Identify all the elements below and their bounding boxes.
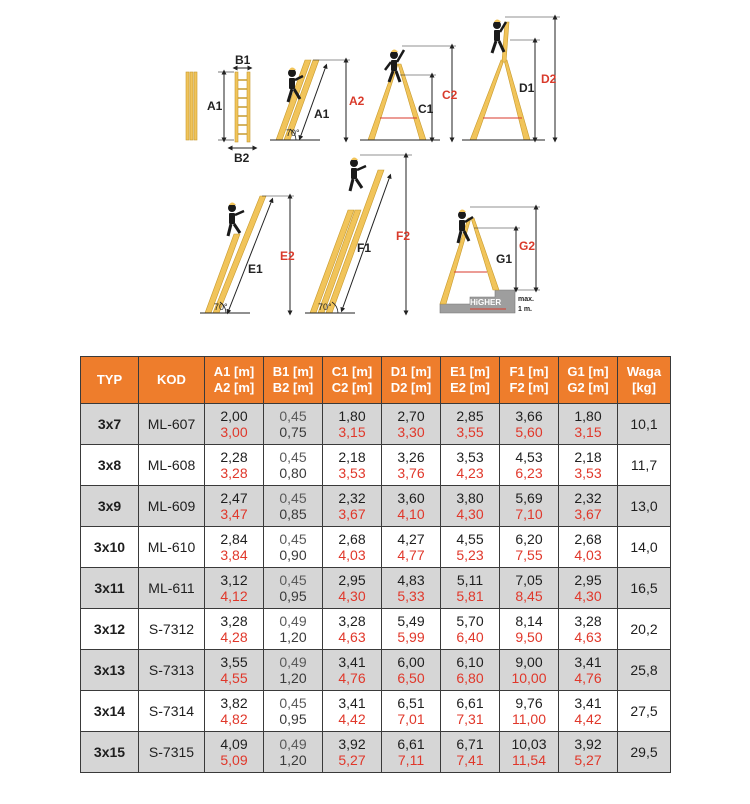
cell-f bbox=[500, 609, 559, 650]
label-g1: G1 bbox=[496, 252, 513, 266]
cell-c bbox=[323, 691, 382, 732]
value-d2: 3,30 bbox=[397, 424, 425, 440]
cell-c bbox=[323, 527, 382, 568]
diagram-stairs-g bbox=[440, 207, 540, 313]
cell-d bbox=[382, 527, 441, 568]
value-b1: 0,45 bbox=[279, 449, 307, 465]
value-g1: 2,32 bbox=[574, 490, 602, 506]
label-c1: C1 bbox=[418, 102, 434, 116]
header-b: B1 [m] B2 [m] bbox=[264, 357, 323, 404]
value-f2: 11,00 bbox=[512, 711, 546, 727]
value-g1: 3,41 bbox=[574, 654, 602, 670]
cell-kod: ML-611 bbox=[139, 568, 205, 609]
value-a1: 2,00 bbox=[220, 408, 248, 424]
cell-waga: 20,2 bbox=[618, 609, 671, 650]
diagram-a-frame-d bbox=[462, 17, 560, 140]
cell-a bbox=[205, 486, 264, 527]
label-e1: E1 bbox=[248, 262, 263, 276]
header-c: C1 [m] C2 [m] bbox=[323, 357, 382, 404]
diagram-ladder-dimensions bbox=[186, 53, 255, 165]
value-d1: 2,70 bbox=[397, 408, 425, 424]
cell-kod: S-7315 bbox=[139, 732, 205, 773]
cell-a bbox=[205, 691, 264, 732]
table-header-row bbox=[81, 357, 671, 404]
value-b2: 0,95 bbox=[279, 588, 307, 604]
label-a1-leaning: A1 bbox=[314, 107, 330, 121]
value-d1: 6,00 bbox=[397, 654, 425, 670]
cell-c bbox=[323, 486, 382, 527]
cell-waga: 29,5 bbox=[618, 732, 671, 773]
value-f2: 10,00 bbox=[511, 670, 547, 686]
value-b1: 0,45 bbox=[279, 695, 307, 711]
value-f1: 9,76 bbox=[515, 695, 543, 711]
value-b2: 0,95 bbox=[279, 711, 307, 727]
cell-c bbox=[323, 445, 382, 486]
value-f1: 4,53 bbox=[515, 449, 543, 465]
value-c1: 3,41 bbox=[338, 695, 366, 711]
cell-c bbox=[323, 609, 382, 650]
header-typ: TYP bbox=[81, 357, 139, 404]
value-b1: 0,45 bbox=[279, 572, 307, 588]
label-angle-a: 70° bbox=[286, 128, 300, 138]
label-b2: B2 bbox=[234, 151, 250, 165]
max-label-line2: 1 m. bbox=[518, 306, 533, 313]
cell-typ: 3x7 bbox=[81, 404, 139, 445]
value-f1: 3,66 bbox=[515, 408, 543, 424]
worker-figure-f bbox=[350, 158, 366, 192]
cell-waga: 14,0 bbox=[618, 527, 671, 568]
cell-kod: S-7312 bbox=[139, 609, 205, 650]
value-c2: 4,30 bbox=[338, 588, 366, 604]
value-a1: 3,82 bbox=[220, 695, 248, 711]
label-d1: D1 bbox=[519, 81, 535, 95]
value-a1: 2,84 bbox=[220, 531, 248, 547]
cell-f bbox=[500, 691, 559, 732]
cell-typ: 3x11 bbox=[81, 568, 139, 609]
table-row bbox=[81, 650, 671, 691]
cell-e bbox=[441, 732, 500, 773]
cell-waga: 16,5 bbox=[618, 568, 671, 609]
value-c1: 2,32 bbox=[338, 490, 366, 506]
value-d1: 3,26 bbox=[397, 449, 425, 465]
table-row bbox=[81, 691, 671, 732]
worker-figure-e bbox=[228, 203, 244, 237]
cell-c bbox=[323, 732, 382, 773]
value-c1: 3,92 bbox=[338, 736, 366, 752]
cell-kod: S-7313 bbox=[139, 650, 205, 691]
cell-e bbox=[441, 445, 500, 486]
diagram-a-frame-c bbox=[360, 46, 458, 140]
header-a: A1 [m] A2 [m] bbox=[205, 357, 264, 404]
value-g2: 3,53 bbox=[574, 465, 602, 481]
value-e1: 5,70 bbox=[456, 613, 484, 629]
cell-b bbox=[264, 527, 323, 568]
value-f2: 6,23 bbox=[515, 465, 543, 481]
cell-typ: 3x12 bbox=[81, 609, 139, 650]
header-f: F1 [m] F2 [m] bbox=[500, 357, 559, 404]
value-b1: 0,49 bbox=[279, 736, 307, 752]
label-g2: G2 bbox=[519, 239, 536, 253]
cell-g bbox=[559, 691, 618, 732]
cell-b bbox=[264, 732, 323, 773]
value-a1: 4,09 bbox=[220, 736, 248, 752]
value-a1: 3,12 bbox=[220, 572, 248, 588]
label-f1: F1 bbox=[357, 241, 372, 255]
value-g2: 4,30 bbox=[574, 588, 602, 604]
value-f2: 11,54 bbox=[512, 752, 546, 768]
label-a2: A2 bbox=[349, 94, 365, 108]
max-label-line1: max. bbox=[518, 296, 534, 303]
cell-d bbox=[382, 609, 441, 650]
value-e1: 2,85 bbox=[456, 408, 484, 424]
cell-e bbox=[441, 691, 500, 732]
value-e1: 5,11 bbox=[456, 572, 484, 588]
value-b2: 1,20 bbox=[279, 752, 307, 768]
table-row bbox=[81, 609, 671, 650]
cell-f bbox=[500, 650, 559, 691]
value-d1: 4,27 bbox=[397, 531, 425, 547]
value-c2: 3,67 bbox=[338, 506, 366, 522]
cell-b bbox=[264, 609, 323, 650]
cell-a bbox=[205, 732, 264, 773]
value-d2: 3,76 bbox=[397, 465, 425, 481]
value-e2: 3,55 bbox=[456, 424, 484, 440]
value-e2: 5,23 bbox=[456, 547, 484, 563]
table-row bbox=[81, 404, 671, 445]
value-a2: 5,09 bbox=[220, 752, 248, 768]
label-angle-e: 70° bbox=[214, 302, 228, 312]
header-kod: KOD bbox=[139, 357, 205, 404]
value-g2: 3,67 bbox=[574, 506, 602, 522]
value-b2: 0,75 bbox=[279, 424, 307, 440]
cell-waga: 27,5 bbox=[618, 691, 671, 732]
cell-b bbox=[264, 691, 323, 732]
value-e2: 7,41 bbox=[456, 752, 484, 768]
value-f1: 5,69 bbox=[515, 490, 543, 506]
value-d1: 6,51 bbox=[397, 695, 425, 711]
cell-e bbox=[441, 650, 500, 691]
cell-b bbox=[264, 445, 323, 486]
value-c1: 3,28 bbox=[338, 613, 366, 629]
value-g1: 2,18 bbox=[574, 449, 602, 465]
value-g2: 4,76 bbox=[574, 670, 602, 686]
cell-c bbox=[323, 650, 382, 691]
value-b1: 0,45 bbox=[279, 408, 307, 424]
value-b1: 0,45 bbox=[279, 531, 307, 547]
cell-typ: 3x8 bbox=[81, 445, 139, 486]
value-e1: 6,71 bbox=[456, 736, 484, 752]
cell-a bbox=[205, 650, 264, 691]
cell-b bbox=[264, 404, 323, 445]
cell-f bbox=[500, 445, 559, 486]
cell-f bbox=[500, 732, 559, 773]
cell-c bbox=[323, 404, 382, 445]
label-f2: F2 bbox=[396, 229, 411, 243]
table-row bbox=[81, 732, 671, 773]
value-c1: 3,41 bbox=[338, 654, 366, 670]
value-a1: 3,55 bbox=[220, 654, 248, 670]
value-a2: 3,00 bbox=[220, 424, 248, 440]
value-a2: 3,28 bbox=[220, 465, 248, 481]
value-b2: 0,80 bbox=[279, 465, 307, 481]
value-d2: 5,99 bbox=[397, 629, 425, 645]
value-d2: 6,50 bbox=[397, 670, 425, 686]
value-b1: 0,49 bbox=[279, 654, 307, 670]
cell-e bbox=[441, 609, 500, 650]
value-a2: 3,84 bbox=[220, 547, 248, 563]
cell-a bbox=[205, 404, 264, 445]
header-g: G1 [m] G2 [m] bbox=[559, 357, 618, 404]
value-e2: 4,30 bbox=[456, 506, 484, 522]
value-e1: 3,53 bbox=[456, 449, 484, 465]
value-d2: 4,77 bbox=[397, 547, 425, 563]
value-g2: 3,15 bbox=[574, 424, 602, 440]
label-d2: D2 bbox=[541, 72, 557, 86]
cell-g bbox=[559, 445, 618, 486]
cell-a bbox=[205, 527, 264, 568]
cell-kod: ML-609 bbox=[139, 486, 205, 527]
value-a2: 4,28 bbox=[220, 629, 248, 645]
cell-e bbox=[441, 404, 500, 445]
value-e2: 6,40 bbox=[456, 629, 484, 645]
cell-a bbox=[205, 445, 264, 486]
value-f1: 6,20 bbox=[515, 531, 543, 547]
value-g2: 5,27 bbox=[574, 752, 602, 768]
value-c2: 4,76 bbox=[338, 670, 366, 686]
value-e1: 6,61 bbox=[456, 695, 484, 711]
value-c2: 5,27 bbox=[338, 752, 366, 768]
value-g1: 3,28 bbox=[574, 613, 602, 629]
cell-kod: ML-610 bbox=[139, 527, 205, 568]
value-c2: 3,15 bbox=[338, 424, 366, 440]
diagram-leaning-ladder-f bbox=[305, 155, 412, 313]
table-row bbox=[81, 486, 671, 527]
value-f2: 8,45 bbox=[515, 588, 543, 604]
value-b1: 0,49 bbox=[279, 613, 307, 629]
value-c2: 4,42 bbox=[338, 711, 366, 727]
value-f1: 8,14 bbox=[515, 613, 543, 629]
value-c1: 2,68 bbox=[338, 531, 366, 547]
value-e1: 3,80 bbox=[456, 490, 484, 506]
cell-typ: 3x13 bbox=[81, 650, 139, 691]
table-row bbox=[81, 445, 671, 486]
cell-d bbox=[382, 650, 441, 691]
label-e2: E2 bbox=[280, 249, 295, 263]
cell-e bbox=[441, 527, 500, 568]
diagram-leaning-ladder-a bbox=[270, 60, 365, 140]
value-e1: 4,55 bbox=[456, 531, 484, 547]
cell-d bbox=[382, 486, 441, 527]
value-b2: 0,90 bbox=[279, 547, 307, 563]
cell-f bbox=[500, 486, 559, 527]
value-a1: 2,28 bbox=[220, 449, 248, 465]
value-g2: 4,63 bbox=[574, 629, 602, 645]
cell-f bbox=[500, 527, 559, 568]
value-a2: 4,55 bbox=[220, 670, 248, 686]
value-d2: 7,01 bbox=[397, 711, 425, 727]
cell-g bbox=[559, 568, 618, 609]
cell-b bbox=[264, 568, 323, 609]
value-c1: 2,95 bbox=[338, 572, 366, 588]
header-d: D1 [m] D2 [m] bbox=[382, 357, 441, 404]
value-f2: 9,50 bbox=[515, 629, 543, 645]
value-d2: 7,11 bbox=[397, 752, 425, 768]
cell-b bbox=[264, 486, 323, 527]
value-d1: 5,49 bbox=[397, 613, 425, 629]
header-e: E1 [m] E2 [m] bbox=[441, 357, 500, 404]
cell-typ: 3x10 bbox=[81, 527, 139, 568]
header-waga: Waga [kg] bbox=[618, 357, 671, 404]
label-a1: A1 bbox=[207, 99, 223, 113]
value-e1: 6,10 bbox=[456, 654, 484, 670]
cell-g bbox=[559, 527, 618, 568]
cell-typ: 3x15 bbox=[81, 732, 139, 773]
value-c1: 2,18 bbox=[338, 449, 366, 465]
value-g1: 2,68 bbox=[574, 531, 602, 547]
value-c2: 4,63 bbox=[338, 629, 366, 645]
table-body bbox=[81, 404, 671, 773]
value-d2: 5,33 bbox=[397, 588, 425, 604]
cell-waga: 13,0 bbox=[618, 486, 671, 527]
higher-logo: HiGHER bbox=[470, 298, 502, 307]
cell-e bbox=[441, 568, 500, 609]
cell-c bbox=[323, 568, 382, 609]
cell-b bbox=[264, 650, 323, 691]
value-g1: 2,95 bbox=[574, 572, 602, 588]
value-f2: 5,60 bbox=[515, 424, 543, 440]
value-g1: 3,92 bbox=[574, 736, 602, 752]
value-c2: 4,03 bbox=[338, 547, 366, 563]
value-a2: 4,12 bbox=[220, 588, 248, 604]
cell-f bbox=[500, 404, 559, 445]
label-angle-f: 70° bbox=[318, 302, 332, 312]
cell-waga: 11,7 bbox=[618, 445, 671, 486]
cell-d bbox=[382, 445, 441, 486]
value-f2: 7,55 bbox=[515, 547, 543, 563]
table-row bbox=[81, 527, 671, 568]
value-g2: 4,42 bbox=[574, 711, 602, 727]
label-b1: B1 bbox=[235, 53, 251, 67]
diagram-leaning-ladder-e bbox=[200, 196, 295, 313]
value-b2: 1,20 bbox=[279, 670, 307, 686]
value-f1: 7,05 bbox=[515, 572, 543, 588]
ladder-specification-table bbox=[80, 356, 671, 773]
cell-d bbox=[382, 732, 441, 773]
value-g2: 4,03 bbox=[574, 547, 602, 563]
cell-typ: 3x9 bbox=[81, 486, 139, 527]
value-b2: 1,20 bbox=[279, 629, 307, 645]
value-c1: 1,80 bbox=[338, 408, 366, 424]
cell-g bbox=[559, 650, 618, 691]
value-d1: 4,83 bbox=[397, 572, 425, 588]
cell-g bbox=[559, 732, 618, 773]
value-d1: 3,60 bbox=[397, 490, 425, 506]
value-e2: 5,81 bbox=[456, 588, 484, 604]
value-d2: 4,10 bbox=[397, 506, 425, 522]
cell-g bbox=[559, 486, 618, 527]
value-b2: 0,85 bbox=[279, 506, 307, 522]
label-c2: C2 bbox=[442, 88, 458, 102]
value-a2: 4,82 bbox=[220, 711, 248, 727]
cell-e bbox=[441, 486, 500, 527]
value-e2: 4,23 bbox=[456, 465, 484, 481]
cell-waga: 10,1 bbox=[618, 404, 671, 445]
cell-d bbox=[382, 691, 441, 732]
value-f2: 7,10 bbox=[515, 506, 543, 522]
value-a2: 3,47 bbox=[220, 506, 248, 522]
value-g1: 3,41 bbox=[574, 695, 602, 711]
cell-kod: S-7314 bbox=[139, 691, 205, 732]
cell-d bbox=[382, 568, 441, 609]
table-row bbox=[81, 568, 671, 609]
value-d1: 6,61 bbox=[397, 736, 425, 752]
cell-a bbox=[205, 609, 264, 650]
value-b1: 0,45 bbox=[279, 490, 307, 506]
value-e2: 6,80 bbox=[456, 670, 484, 686]
cell-f bbox=[500, 568, 559, 609]
ladder-configuration-diagrams bbox=[0, 0, 750, 330]
value-f1: 10,03 bbox=[511, 736, 547, 752]
cell-d bbox=[382, 404, 441, 445]
value-a1: 2,47 bbox=[220, 490, 248, 506]
cell-a bbox=[205, 568, 264, 609]
cell-waga: 25,8 bbox=[618, 650, 671, 691]
cell-typ: 3x14 bbox=[81, 691, 139, 732]
value-a1: 3,28 bbox=[220, 613, 248, 629]
cell-kod: ML-608 bbox=[139, 445, 205, 486]
cell-g bbox=[559, 609, 618, 650]
cell-kod: ML-607 bbox=[139, 404, 205, 445]
value-g1: 1,80 bbox=[574, 408, 602, 424]
value-f1: 9,00 bbox=[515, 654, 543, 670]
cell-g bbox=[559, 404, 618, 445]
value-e2: 7,31 bbox=[456, 711, 484, 727]
value-c2: 3,53 bbox=[338, 465, 366, 481]
